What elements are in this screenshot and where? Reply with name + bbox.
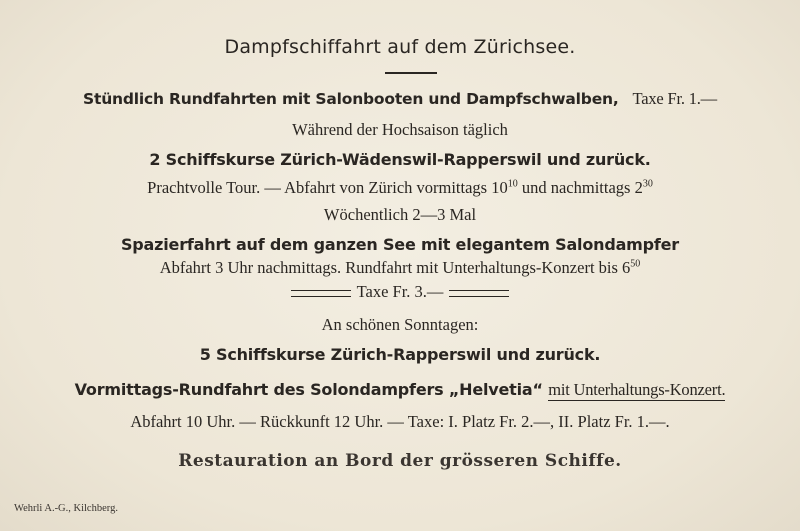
departure-times-line: [0, 178, 800, 198]
route-rapperswil-line: 5 Schiffskurse Zürich-Rapperswil und zurück.: [199, 345, 601, 364]
departure-sup-2: 30: [642, 178, 653, 190]
hourly-tours-line: [0, 89, 800, 109]
restaurant-line: Restauration an Bord der grösseren Schiffe.: [178, 451, 622, 471]
title-rule: [385, 72, 437, 74]
concert-trip-sup: 50: [630, 258, 641, 270]
double-rule-right: [449, 290, 509, 297]
hourly-tours-text: Stündlich Rundfahrten mit Salonbooten und Dampfschwalben,: [83, 90, 619, 108]
fare-line: [0, 282, 800, 302]
sundays-line: An schönen Sonntagen:: [321, 315, 479, 334]
helvetia-line: [0, 380, 800, 400]
departure-text-b: und nachmittags 2: [517, 178, 643, 197]
route-wadenswil-line: 2 Schiffskurse Zürich-Wädenswil-Rapperswil und zurück.: [149, 150, 651, 169]
departure-text-a: Prachtvolle Tour. — Abfahrt von Zürich vormittags 10: [147, 178, 508, 197]
page-title: Dampfschiffahrt auf dem Zürichsee.: [224, 36, 576, 58]
helvetia-concert: mit Unterhaltungs-Konzert.: [548, 380, 726, 399]
morning-fares-line: Abfahrt 10 Uhr. — Rückkunft 12 Uhr. — Taxe: I. Platz Fr. 2.—, II. Platz Fr. 1.—.: [130, 412, 670, 431]
double-rule-left: [291, 290, 351, 297]
helvetia-text: Vormittags-Rundfahrt des Solondampfers „Helvetia“: [74, 380, 543, 399]
printer-imprint: Wehrli A.-G., Kilchberg.: [14, 503, 118, 514]
departure-sup-1: 10: [507, 178, 518, 190]
pleasure-trip-line: Spazierfahrt auf dem ganzen See mit elegantem Salondampfer: [120, 235, 679, 254]
fare-text: Taxe Fr. 3.—: [356, 282, 444, 301]
high-season-line: Während der Hochsaison täglich: [292, 120, 508, 139]
weekly-line: Wöchentlich 2—3 Mal: [323, 205, 477, 224]
concert-trip-text: Abfahrt 3 Uhr nachmittags. Rundfahrt mit Unterhaltungs-Konzert bis 6: [159, 258, 631, 277]
hourly-tours-fare: Taxe Fr. 1.—: [632, 89, 717, 108]
concert-trip-line: [0, 258, 800, 278]
